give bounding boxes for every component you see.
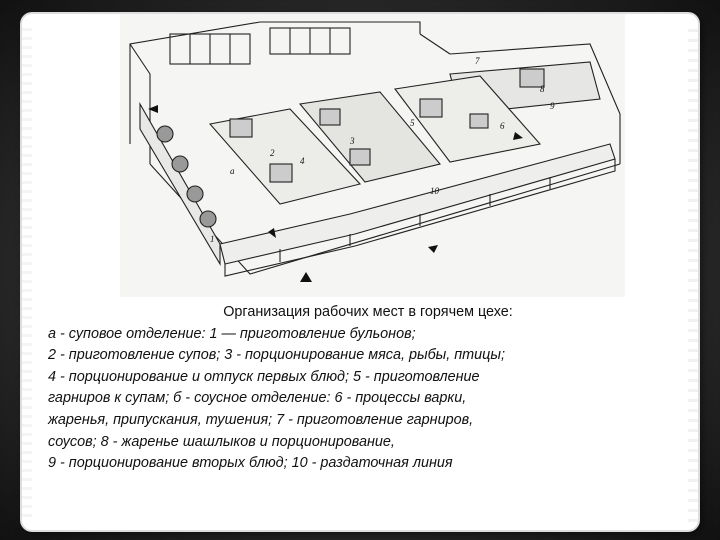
kitchen-layout-illustration — [120, 14, 625, 297]
left-counter — [140, 104, 220, 264]
figure-caption — [48, 302, 688, 475]
label-9: 9 — [550, 101, 555, 111]
caption-title: Организация рабочих мест в горячем цехе: — [223, 304, 513, 320]
caption-line: 9 - порционирование вторых блюд; 10 - раздаточная линия — [48, 455, 453, 472]
label-8: 8 — [540, 84, 545, 94]
caption-line: а - суповое отделение: 1 — приготовление бульонов; — [48, 325, 416, 342]
caption-line: соусов; 8 - жаренье шашлыков и порционирование, — [48, 433, 395, 450]
label-3: 3 — [350, 136, 355, 146]
caption-line: жаренья, припускания, тушения; 7 - приготовление гарниров, — [48, 411, 474, 428]
label-a: а — [230, 166, 235, 176]
label-4: 4 — [300, 156, 305, 166]
label-6: 6 — [500, 121, 505, 131]
label-1: 1 — [210, 234, 215, 244]
label-5: 5 — [410, 118, 415, 128]
caption-line: 4 - порционирование и отпуск первых блюд; 5 - приготовление — [48, 368, 480, 385]
torn-edge-left — [22, 22, 32, 522]
torn-edge-right — [688, 22, 698, 522]
caption-line: гарниров к супам; б - соусное отделение: 6 - процессы варки, — [48, 390, 467, 407]
label-2: 2 — [270, 148, 275, 158]
label-7: 7 — [475, 56, 480, 66]
kitchen-layout-drawing — [120, 14, 625, 297]
caption-line: 2 - приготовление супов; 3 - порционирование мяса, рыбы, птицы; — [48, 347, 505, 364]
label-10: 10 — [430, 186, 439, 196]
